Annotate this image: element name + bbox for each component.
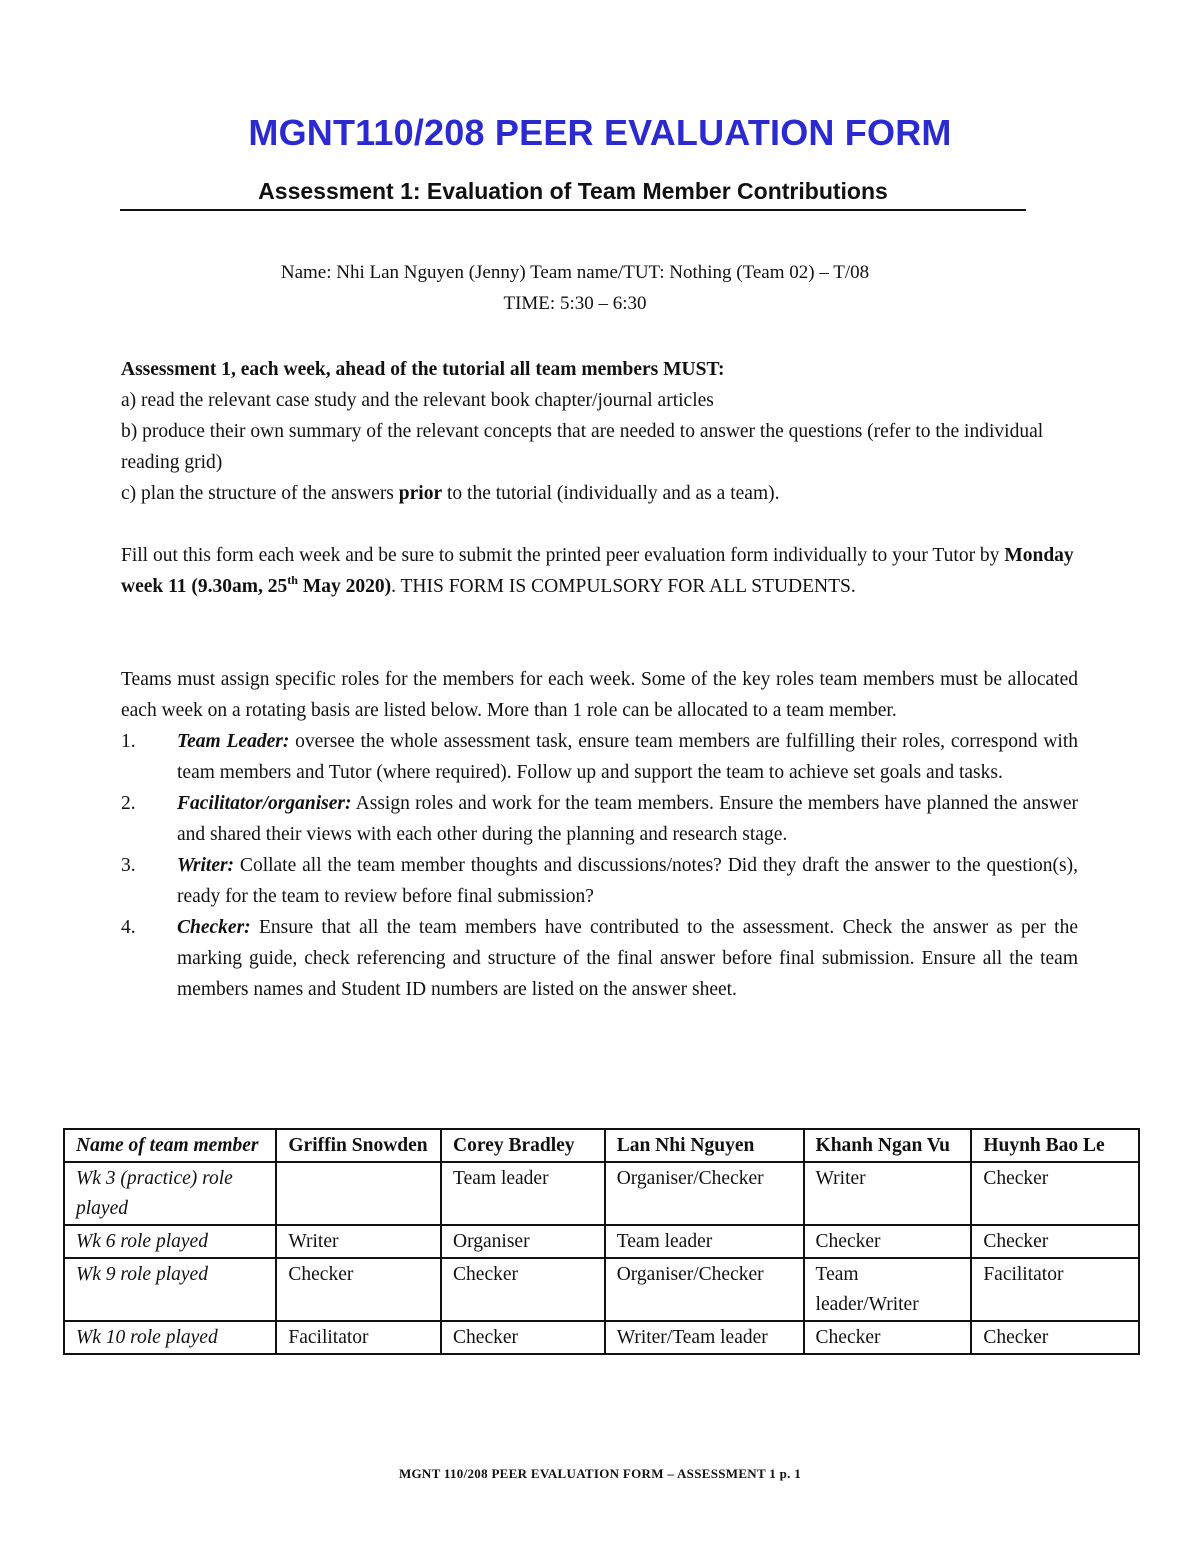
submission-part1: Fill out this form each week and be sure to submit the printed peer evaluation form individually to your Tutor by <box>121 545 1005 566</box>
page-subtitle: Assessment 1: Evaluation of Team Member Contributions <box>120 178 1026 211</box>
instruction-c-end: to the tutorial (individually and as a team). <box>442 483 780 504</box>
table-cell: Facilitator <box>276 1321 441 1354</box>
role-item-writer <box>121 850 1078 912</box>
table-header-row <box>64 1129 1139 1162</box>
header-cell: Name of team member <box>64 1129 276 1162</box>
instruction-a: a) read the relevant case study and the relevant book chapter/journal articles <box>121 390 714 411</box>
table-cell: Team leader <box>441 1162 605 1225</box>
table-row <box>64 1162 1139 1225</box>
table-cell: Checker <box>971 1162 1139 1225</box>
role-description: Collate all the team member thoughts and discussions/notes? Did they draft the answer to the question(s), ready for the team to review before final submission? <box>177 855 1078 907</box>
role-item-team-leader <box>121 726 1078 788</box>
role-number: 4. <box>121 917 136 938</box>
instruction-b: b) produce their own summary of the relevant concepts that are needed to answer the questions (refer to the individual reading grid) <box>121 421 1044 473</box>
row-label-cell: Wk 6 role played <box>64 1225 276 1258</box>
submission-text <box>121 540 1078 602</box>
table-cell <box>276 1162 441 1225</box>
instructions-heading: Assessment 1, each week, ahead of the tutorial all team members MUST: <box>121 359 725 380</box>
submission-part2: . THIS FORM IS COMPULSORY FOR ALL STUDENTS. <box>391 576 856 597</box>
name-value: Nhi Lan Nguyen (Jenny) <box>336 262 526 283</box>
role-description: oversee the whole assessment task, ensure team members are fulfilling their roles, correspond with team members and Tutor (where required). Follow up and support the team to achieve set goals and tasks. <box>177 731 1078 783</box>
table-cell: Checker <box>441 1321 605 1354</box>
row-label-cell: Wk 10 role played <box>64 1321 276 1354</box>
team-value: Nothing (Team 02) – T/08 <box>669 262 870 283</box>
role-number: 3. <box>121 855 136 876</box>
time-label: TIME: <box>503 293 556 314</box>
table-cell: Organiser <box>441 1225 605 1258</box>
table-row <box>64 1321 1139 1354</box>
header-cell: Corey Bradley <box>441 1129 605 1162</box>
roles-section <box>121 664 1078 1005</box>
table-cell: Team leader <box>605 1225 804 1258</box>
table-cell: Checker <box>971 1321 1139 1354</box>
role-description: Assign roles and work for the team members. Ensure the members have planned the answer and shared their views with each other during the planning and research stage. <box>177 793 1078 845</box>
roles-intro: Teams must assign specific roles for the members for each week. Some of the key roles team members must be allocated each week on a rotating basis are listed below. More than 1 role can be allocated to a team member. <box>121 669 1078 721</box>
table-cell: Checker <box>804 1225 972 1258</box>
table-row <box>64 1225 1139 1258</box>
header-cell: Griffin Snowden <box>276 1129 441 1162</box>
instruction-c-start: c) plan the structure of the answers <box>121 483 399 504</box>
table-cell: Writer <box>276 1225 441 1258</box>
role-item-checker <box>121 912 1078 1005</box>
instructions-block <box>121 354 1078 509</box>
table-cell: Checker <box>276 1258 441 1321</box>
table-cell: Checker <box>971 1225 1139 1258</box>
table-row <box>64 1258 1139 1321</box>
table-cell: Checker <box>804 1321 972 1354</box>
table-cell: Checker <box>441 1258 605 1321</box>
role-name: Team Leader: <box>177 731 290 752</box>
table-cell: Facilitator <box>971 1258 1139 1321</box>
name-label: Name: <box>280 262 332 283</box>
role-description: Ensure that all the team members have contributed to the assessment. Check the answer as per the marking guide, check referencing and structure of the final answer before final submission. Ensure all the team members names and Student ID numbers are listed on the answer sheet. <box>177 917 1078 1000</box>
row-label-cell: Wk 3 (practice) role played <box>64 1162 276 1225</box>
deadline-bold-1: Monday week 11 (9.30am, 25 <box>121 545 1074 597</box>
table-cell: Writer <box>804 1162 972 1225</box>
instruction-c-bold: prior <box>398 483 443 504</box>
header-cell: Huynh Bao Le <box>971 1129 1139 1162</box>
deadline-sup: th <box>287 573 298 587</box>
deadline-bold-2: May 2020) <box>297 576 392 597</box>
submission-paragraph <box>121 540 1078 602</box>
role-name: Facilitator/organiser: <box>177 793 352 814</box>
roles-table <box>63 1128 1140 1355</box>
role-item-facilitator <box>121 788 1078 850</box>
row-label-cell: Wk 9 role played <box>64 1258 276 1321</box>
table-cell: Organiser/Checker <box>605 1162 804 1225</box>
table-cell: Organiser/Checker <box>605 1258 804 1321</box>
time-line <box>0 293 1150 315</box>
table-cell: Writer/Team leader <box>605 1321 804 1354</box>
student-info-line <box>0 262 1150 284</box>
team-label: Team name/TUT: <box>530 262 665 283</box>
time-value: 5:30 – 6:30 <box>559 293 647 314</box>
page-footer: MGNT 110/208 PEER EVALUATION FORM – ASSESSMENT 1 p. 1 <box>398 1466 802 1481</box>
role-number: 2. <box>121 793 136 814</box>
instruction-c <box>121 478 1078 509</box>
header-cell: Lan Nhi Nguyen <box>605 1129 804 1162</box>
table-cell: Team leader/Writer <box>804 1258 972 1321</box>
role-name: Writer: <box>177 855 235 876</box>
role-name: Checker: <box>177 917 251 938</box>
role-number: 1. <box>121 731 136 752</box>
page-title: MGNT110/208 PEER EVALUATION FORM <box>248 112 952 153</box>
header-cell: Khanh Ngan Vu <box>804 1129 972 1162</box>
